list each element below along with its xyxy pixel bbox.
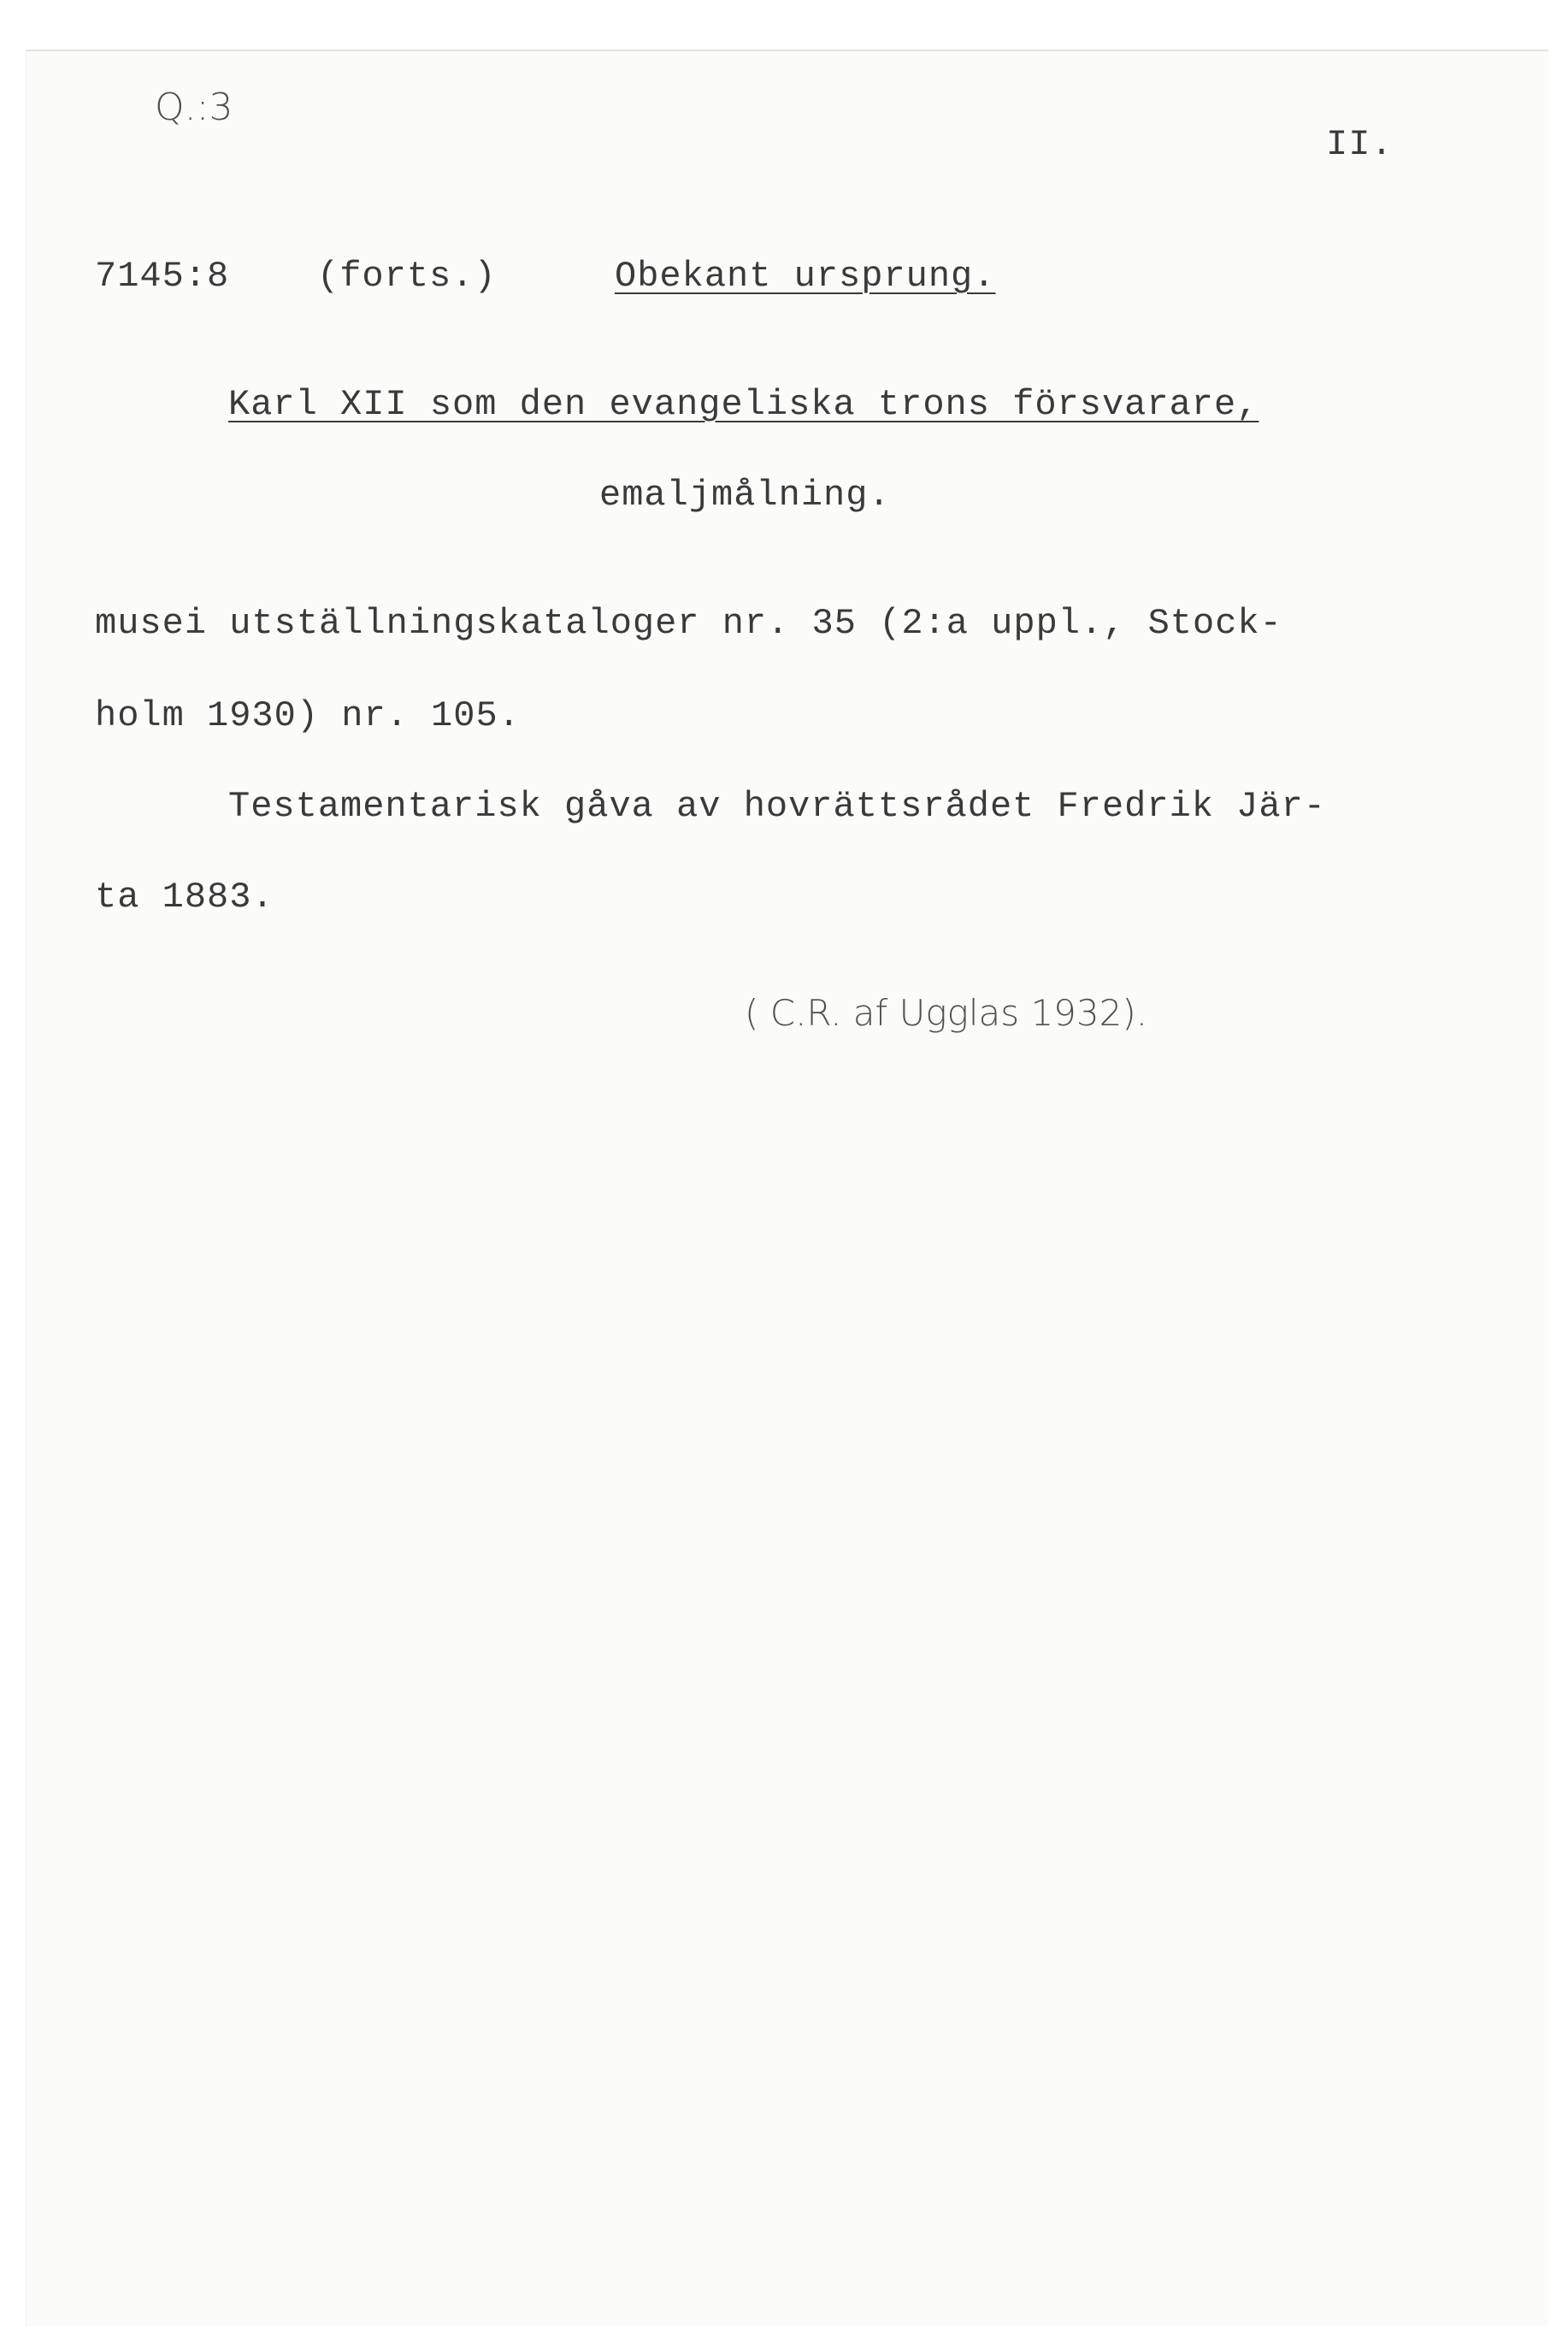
continued-label: (forts.) xyxy=(317,256,497,297)
handwritten-signature: ( C.R. af Ugglas 1932). xyxy=(745,992,1148,1034)
inventory-number: 7145:8 xyxy=(95,256,230,297)
body-line-2: holm 1930) nr. 105. xyxy=(95,695,521,736)
origin-label: Obekant ursprung. xyxy=(615,256,996,297)
catalog-card xyxy=(26,50,1548,2326)
body-line-1: musei utställningskataloger nr. 35 (2:a uppl., Stock- xyxy=(95,603,1282,644)
body-line-4: ta 1883. xyxy=(95,877,274,918)
artwork-title: Karl XII som den evangeliska trons försvarare, xyxy=(228,384,1259,425)
page-number: II. xyxy=(1326,124,1394,165)
artwork-technique: emaljmålning. xyxy=(599,475,891,516)
body-line-3: Testamentarisk gåva av hovrättsrådet Fredrik Jär- xyxy=(228,786,1327,827)
shelf-mark: Q.:3 xyxy=(155,86,233,129)
